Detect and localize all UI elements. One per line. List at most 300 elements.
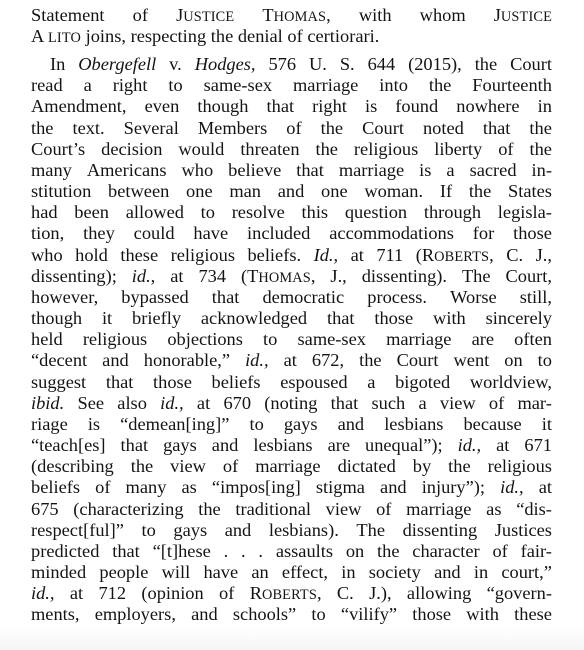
body-word: marriage (386, 329, 452, 350)
body-word: hold (75, 244, 108, 265)
body-word: these (514, 604, 552, 625)
body-word: a (83, 75, 92, 96)
heading-word: with (358, 5, 392, 25)
body-word: the (130, 456, 154, 477)
body-word: 711 (376, 244, 404, 265)
body-word: suggest (31, 371, 87, 392)
body-word: religious (170, 244, 235, 265)
body-word: . (258, 540, 264, 561)
heading-word: whom (419, 5, 466, 25)
body-word: “teach[es] (31, 435, 106, 456)
body-word: and (191, 604, 218, 625)
body-word: the (529, 138, 552, 159)
body-word: to (200, 202, 215, 223)
body-word: society (368, 562, 421, 583)
body-word: had (31, 202, 58, 223)
body-word: allowing (406, 583, 472, 604)
body-word: one (186, 181, 213, 202)
body-word: lesbians (384, 413, 444, 434)
body-word: liberty (434, 138, 483, 159)
body-word: Court (362, 117, 404, 138)
body-word: id., (31, 583, 55, 604)
body-word: riage (31, 413, 68, 434)
body-word: espoused (280, 371, 348, 392)
body-word: right (312, 96, 347, 117)
body-word: predicted (31, 540, 100, 561)
body-word: these (120, 244, 159, 265)
body-word: between (108, 181, 170, 202)
body-word: dissenting (402, 519, 478, 540)
body-word: are (327, 435, 351, 456)
body-word: Worse (450, 286, 497, 307)
body-word: J., (330, 265, 347, 286)
body-word: fair- (520, 540, 552, 561)
body-word: beliefs. (247, 244, 302, 265)
heading-word: denial (237, 26, 283, 47)
body-line-25 (31, 562, 552, 583)
body-word: character (412, 540, 480, 561)
body-line-7 (31, 181, 552, 202)
body-word: bigoted (395, 371, 451, 392)
body-word: such (371, 392, 406, 413)
body-word: Id., (313, 244, 339, 265)
body-word: that (330, 392, 359, 413)
body-line-10 (31, 245, 552, 266)
body-word: ments, (31, 604, 80, 625)
body-word: Court (510, 54, 552, 74)
body-word: J., (535, 244, 552, 265)
body-word: read (31, 75, 63, 96)
body-line-14 (31, 329, 552, 350)
body-line-23 (31, 520, 552, 541)
body-word: that (112, 540, 140, 561)
body-word: 712 (98, 583, 127, 604)
body-word: by (412, 456, 432, 477)
body-line-11 (31, 266, 552, 287)
body-word: of (219, 583, 235, 604)
body-word: id., (245, 350, 269, 371)
body-word: 734 (198, 265, 227, 286)
body-word: believe (228, 159, 282, 180)
body-word: Amendment, (31, 96, 127, 117)
body-word: with (433, 308, 466, 329)
body-word: court,” (501, 562, 552, 583)
body-word: 644 (367, 54, 396, 74)
body-line-27 (31, 604, 552, 625)
body-line-17 (31, 393, 552, 414)
body-word: “vilify” (340, 604, 398, 625)
heading-word: of (287, 26, 303, 47)
body-word: decision (101, 138, 163, 159)
body-word: on (345, 540, 365, 561)
body-word: Hodges, (194, 54, 256, 74)
body-word: to (537, 350, 552, 371)
body-word: Members (197, 117, 268, 138)
body-line-12 (31, 287, 552, 308)
body-word: id., (457, 435, 482, 456)
body-word: have (203, 562, 239, 583)
body-word: they (83, 223, 115, 244)
body-word: to (168, 75, 183, 96)
body-word: allowed (125, 202, 184, 223)
body-word: Court (396, 350, 439, 371)
body-word: id., (131, 265, 156, 286)
heading-word: respecting (130, 26, 207, 47)
body-word: included (247, 223, 311, 244)
body-line-3 (31, 96, 552, 117)
body-word: unequal”); (365, 435, 443, 456)
body-word: into (379, 75, 408, 96)
body-line-13 (31, 308, 552, 329)
body-word: of (376, 498, 392, 519)
body-word: in- (531, 159, 552, 180)
body-word: lesbians). (268, 519, 339, 540)
body-word: traditional (235, 498, 311, 519)
body-word: the (377, 540, 400, 561)
body-word: The (356, 519, 385, 540)
body-word: democratic (262, 286, 345, 307)
body-word: States (508, 181, 552, 202)
body-word: people (99, 562, 149, 583)
body-word: that (482, 117, 511, 138)
body-line-4 (31, 118, 552, 139)
heading-word: Statement (31, 5, 105, 25)
body-word: religious (487, 456, 552, 477)
body-word: the (198, 498, 221, 519)
body-word: right (112, 75, 148, 96)
body-word: the (320, 117, 344, 138)
body-word: at (283, 350, 297, 371)
body-word: beliefs (31, 477, 81, 498)
body-word: injury”); (421, 477, 486, 498)
heading-word: THOMAS, (262, 5, 331, 25)
body-word: same-sex (297, 329, 366, 350)
body-word: threaten (240, 138, 300, 159)
body-word: to (141, 519, 156, 540)
body-word: legisla- (497, 202, 552, 223)
body-word: 672, (311, 350, 345, 371)
body-word: in (473, 562, 489, 583)
body-word: the (428, 75, 452, 96)
body-line-21 (31, 477, 552, 498)
body-word: id., (160, 392, 184, 413)
body-word: that (326, 308, 355, 329)
body-word: (describing (31, 456, 114, 477)
body-word: acknowledged (200, 308, 308, 329)
body-word: because (463, 413, 522, 434)
body-word: same-sex (203, 75, 273, 96)
body-word: at (170, 265, 184, 286)
body-word: many (125, 477, 167, 498)
body-line-19 (31, 435, 552, 456)
body-word: found (395, 96, 439, 117)
body-word: went (453, 350, 490, 371)
body-word: one (321, 181, 348, 202)
body-word: nowhere (456, 96, 520, 117)
page-bottom-shade (0, 628, 584, 650)
body-word: of (286, 117, 302, 138)
body-word: that (120, 435, 149, 456)
body-word: briefly (132, 308, 182, 329)
body-word: a (418, 392, 427, 413)
heading-word: JUSTICE (176, 5, 235, 25)
body-word: also (117, 392, 147, 413)
body-word: (2015), (408, 54, 462, 74)
body-word: for (472, 223, 495, 244)
body-word: dissenting). (361, 265, 448, 286)
heading-line-1 (31, 5, 552, 26)
body-word: the (474, 54, 498, 74)
body-word: objections (167, 329, 243, 350)
body-word: it (541, 413, 552, 434)
body-word: religious (353, 138, 419, 159)
body-word: would (178, 138, 225, 159)
body-word: dictated (337, 456, 396, 477)
body-word: accommodations (329, 223, 454, 244)
body-word: ibid. (31, 392, 65, 413)
body-word: U. (308, 54, 327, 74)
body-word: employers, (94, 604, 176, 625)
body-word: at (196, 392, 211, 413)
body-word: though (197, 96, 249, 117)
body-word: ROBERTS, (249, 583, 322, 604)
body-word: dissenting); (31, 265, 117, 286)
body-word: view (325, 498, 362, 519)
body-word: in (341, 562, 356, 583)
body-word: gays (163, 435, 197, 456)
body-word: “demean[ing]” (120, 413, 230, 434)
body-word: of (488, 392, 505, 413)
body-word: at (69, 583, 84, 604)
body-word: even (144, 96, 180, 117)
body-word: id., (500, 477, 524, 498)
body-word: tion, (31, 223, 65, 244)
body-line-24 (31, 541, 552, 562)
body-word: Court’s (31, 138, 86, 159)
body-word: the (315, 138, 338, 159)
body-word: lesbians (253, 435, 313, 456)
body-line-9 (31, 223, 552, 244)
body-word: the (31, 117, 54, 138)
heading-word: of (132, 5, 148, 25)
body-line-22 (31, 499, 552, 520)
body-line-20 (31, 456, 552, 477)
body-word: to (263, 329, 278, 350)
body-word: a (446, 159, 455, 180)
body-word: “dis- (516, 498, 552, 519)
body-word: 671 (524, 435, 552, 456)
body-word: respect[ful]” (31, 519, 124, 540)
body-word: and (434, 562, 461, 583)
body-word: as (486, 498, 502, 519)
heading-word: the (210, 26, 234, 47)
body-word: are (471, 329, 495, 350)
body-word: Fourteenth (472, 75, 552, 96)
body-word: view (439, 392, 476, 413)
body-word: often (514, 329, 552, 350)
body-word: who (31, 244, 63, 265)
body-word: (THOMAS, (240, 265, 316, 286)
body-word: this (301, 202, 329, 223)
body-line-6 (31, 160, 552, 181)
body-line-2 (31, 75, 552, 96)
heading-word: A LITO (31, 26, 81, 47)
body-word: (opinion (141, 583, 204, 604)
body-word: in (537, 96, 552, 117)
body-word: at (538, 477, 552, 498)
body-word: the (529, 117, 552, 138)
body-word: 670 (223, 392, 252, 413)
body-word: “govern- (486, 583, 552, 604)
body-word: and (102, 350, 129, 371)
body-word: Obergefell (78, 54, 157, 74)
body-word: bypassed (121, 286, 189, 307)
body-word: still, (519, 286, 552, 307)
body-word: Several (123, 117, 179, 138)
body-word: Justices (494, 519, 552, 540)
statement-heading (31, 5, 552, 47)
body-line-1 (31, 54, 552, 75)
body-word: of (492, 540, 508, 561)
body-word: beliefs (211, 371, 261, 392)
body-word: is (419, 159, 432, 180)
body-word: at (496, 435, 510, 456)
body-word: The (461, 265, 491, 286)
body-word: In (50, 54, 66, 74)
body-word: . (241, 540, 246, 561)
body-word: S. (339, 54, 355, 74)
body-word: marriage (406, 498, 472, 519)
body-word: those (374, 308, 414, 329)
body-word: marriage (293, 75, 359, 96)
body-word: stitution (31, 181, 92, 202)
body-word: Court, (505, 265, 552, 286)
body-word: through (423, 202, 482, 223)
body-word: religious (82, 329, 148, 350)
body-word: minded (31, 562, 87, 583)
body-word: who (181, 159, 214, 180)
body-word: 576 (268, 54, 297, 74)
body-word: honorable,” (143, 350, 231, 371)
body-word: many (31, 159, 72, 180)
body-word: . (223, 540, 229, 561)
body-word: v. (169, 54, 182, 74)
body-word: question (344, 202, 408, 223)
body-word: (ROBERTS, (415, 244, 494, 265)
body-word: stigma (315, 477, 365, 498)
body-word: gays (173, 519, 208, 540)
body-word: noted (422, 117, 464, 138)
body-line-15 (31, 350, 552, 371)
body-word: marriage (255, 456, 321, 477)
body-line-18 (31, 414, 552, 435)
body-word: that (266, 96, 295, 117)
body-word: of (95, 477, 111, 498)
body-line-26 (31, 583, 552, 604)
body-word: those (513, 223, 552, 244)
body-word: it (101, 308, 113, 329)
body-word: mar- (517, 392, 552, 413)
body-word: to (249, 413, 264, 434)
body-word: “decent (31, 350, 88, 371)
body-word: at (350, 244, 364, 265)
body-word: an (251, 562, 269, 583)
heading-word: certiorari. (307, 26, 380, 47)
body-word: is (364, 96, 378, 117)
body-word: 675 (31, 498, 59, 519)
heading-word: JUSTICE (493, 5, 552, 25)
body-word: schools” (232, 604, 297, 625)
body-word: could (133, 223, 175, 244)
body-word: those (153, 371, 192, 392)
body-word: that (211, 286, 240, 307)
heading-word: joins, (85, 26, 126, 47)
body-line-8 (31, 202, 552, 223)
body-word: “[t]hese (152, 540, 211, 561)
body-word: held (31, 329, 63, 350)
body-word: gays (283, 413, 318, 434)
body-word: the (448, 456, 471, 477)
body-word: sincerely (485, 308, 552, 329)
body-word: though (31, 308, 83, 329)
body-word: been (74, 202, 109, 223)
body-line-16 (31, 372, 552, 393)
body-word: and (277, 181, 305, 202)
body-word: and (211, 435, 239, 456)
body-word: and (380, 477, 407, 498)
body-word: those (412, 604, 452, 625)
body-word: and (337, 413, 365, 434)
body-word: C. (336, 583, 354, 604)
body-word: and (224, 519, 252, 540)
body-word: that (296, 159, 324, 180)
body-word: have (193, 223, 229, 244)
body-word: C. (506, 244, 524, 265)
opinion-body-paragraph (31, 54, 552, 626)
body-word: of (498, 138, 514, 159)
body-word: to (311, 604, 326, 625)
body-word: Americans (86, 159, 167, 180)
body-word: (noting (264, 392, 318, 413)
body-word: worldview, (469, 371, 552, 392)
body-word: a (367, 371, 376, 392)
body-word: the (359, 350, 382, 371)
body-word: See (77, 392, 105, 413)
body-word: If (439, 181, 453, 202)
body-word: will (161, 562, 191, 583)
body-word: (characterizing (73, 498, 184, 519)
body-word: is (87, 413, 101, 434)
body-word: view (170, 456, 206, 477)
body-word: man (229, 181, 262, 202)
body-word: text. (72, 117, 105, 138)
body-word: on (504, 350, 523, 371)
body-word: however, (31, 286, 99, 307)
body-word: sacred (469, 159, 517, 180)
body-word: resolve (231, 202, 285, 223)
body-word: with (466, 604, 499, 625)
body-word: effect, (281, 562, 329, 583)
body-word: “impos[ing] (211, 477, 301, 498)
body-line-5 (31, 139, 552, 160)
body-word: as (181, 477, 197, 498)
body-word: J.), (369, 583, 392, 604)
body-word: the (468, 181, 492, 202)
body-word: woman. (364, 181, 424, 202)
body-word: of (222, 456, 239, 477)
body-word: assaults (275, 540, 334, 561)
body-word: marriage (338, 159, 405, 180)
